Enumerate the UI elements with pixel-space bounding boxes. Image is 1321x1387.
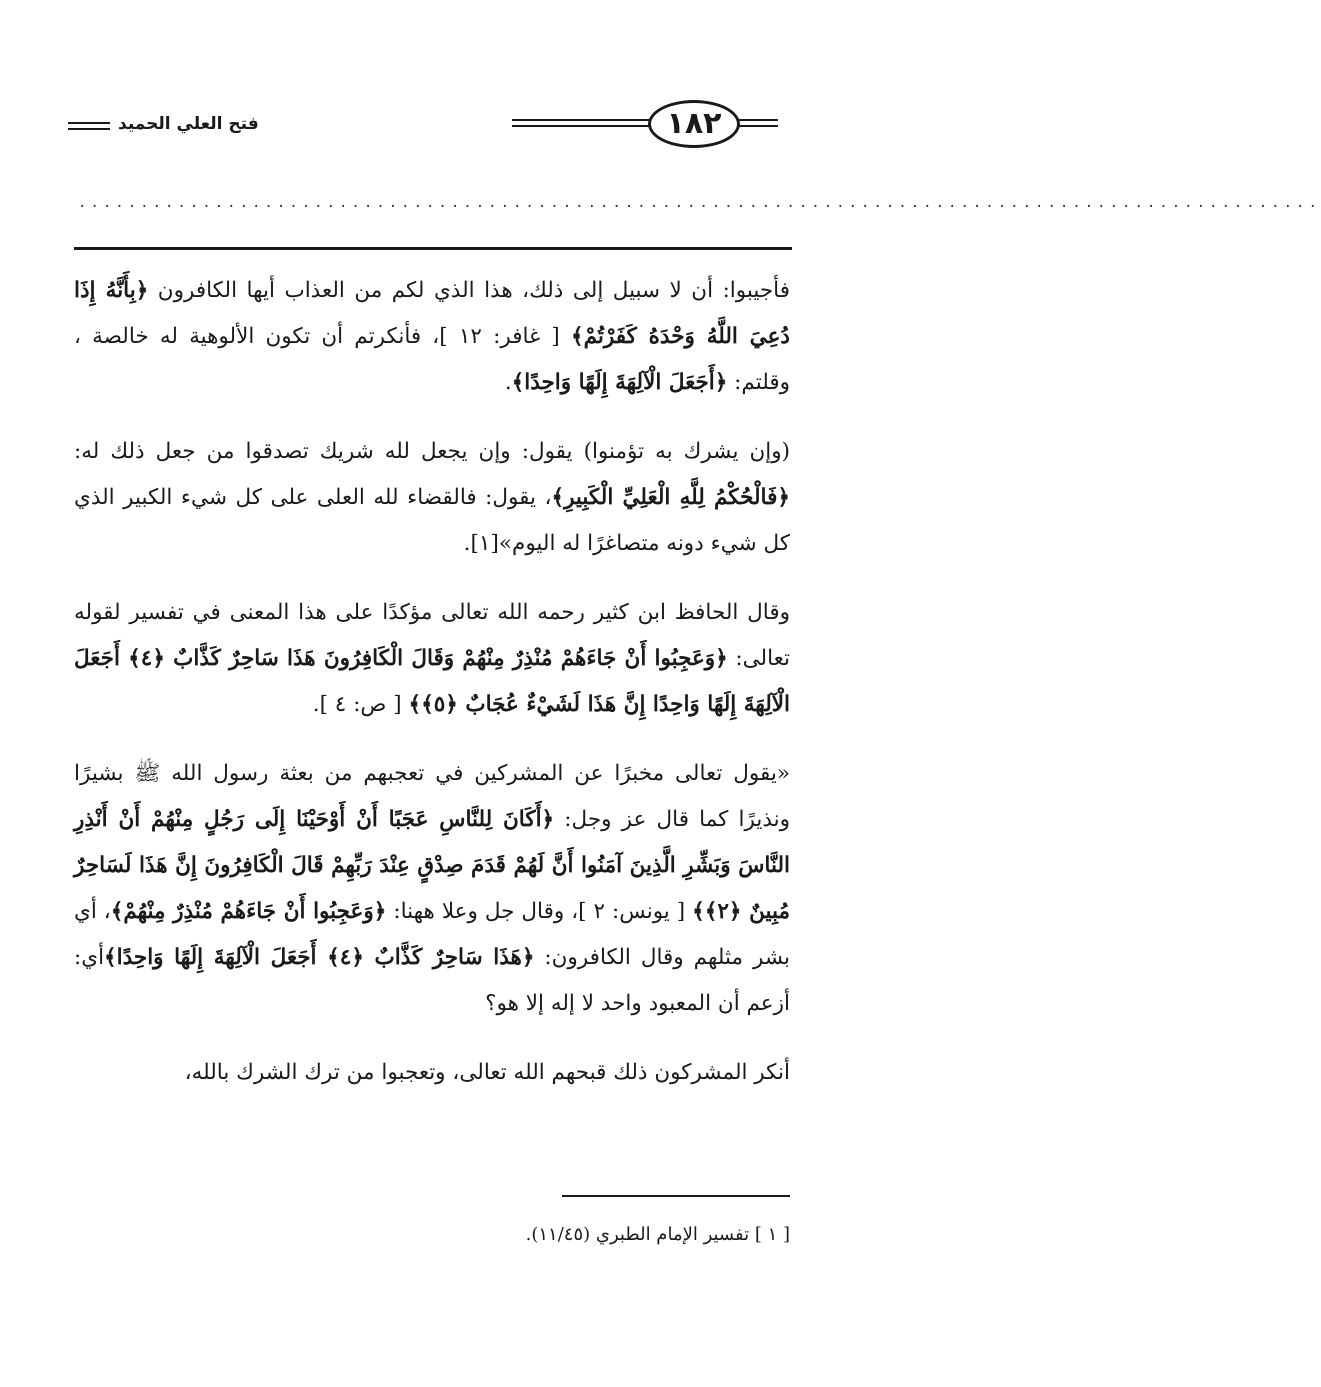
text: ، أي بشر مثلهم وقال الكافرون: (74, 899, 790, 970)
text: ، يقول: فالقضاء لله العلى على كل شيء الكبير الذي كل شيء دونه متصاغرًا له اليوم»[١]. (74, 485, 790, 556)
footnote-rule (562, 1195, 790, 1197)
quran-verse: ﴿فَالْحُكْمُ لِلَّهِ الْعَلِيِّ الْكَبِيرِ﴾ (551, 485, 790, 510)
text: «يقول تعالى مخبرًا عن المشركين في تعجبهم من بعثة رسول الله ﷺ بشيرًا ونذيرًا كما قال عز وجل: (74, 761, 790, 832)
text: . (504, 370, 512, 395)
text: (وإن يشرك به تؤمنوا) يقول: وإن يجعل لله شريك تصدقوا من جعل ذلك له: (74, 439, 790, 464)
title-ornament (68, 122, 110, 134)
paragraph-1 (74, 268, 790, 406)
text: [ غافر: ١٢ ]، فأنكرتم أن تكون الألوهية له خالصة ، وقلتم: (74, 324, 790, 395)
text: [ يونس: ٢ ]، وقال جل وعلا ههنا: (386, 899, 693, 924)
dotted-separator: .................................................................................................... (78, 195, 1321, 211)
text: أنكر المشركون ذلك قبحهم الله تعالى، وتعجبوا من ترك الشرك بالله، (184, 1060, 790, 1085)
quran-verse: ﴿أَكَانَ لِلنَّاسِ عَجَبًا أَنْ أَوْحَيْنَا إِلَى رَجُلٍ مِنْهُمْ أَنْ أَنْذِرِ النَّاسَ وَبَشِّرِ الَّذِينَ آمَنُوا أَنَّ لَهُمْ قَدَمَ صِدْقٍ عِنْدَ رَبِّهِمْ قَالَ الْكَافِرُونَ إِنَّ هَذَا لَسَاحِرٌ مُبِينٌ ﴿٢﴾﴾ (74, 807, 790, 924)
text: وقال الحافظ ابن كثير رحمه الله تعالى مؤكدًا على هذا المعنى في تفسير لقوله تعالى: (74, 600, 790, 671)
paragraph-4 (74, 751, 790, 1027)
quran-verse: ﴿وَعَجِبُوا أَنْ جَاءَهُمْ مُنْذِرٌ مِنْهُمْ وَقَالَ الْكَافِرُونَ هَذَا سَاحِرٌ كَذَّابٌ ﴿٤﴾ أَجَعَلَ الْآلِهَةَ إِلَهًا وَاحِدًا إِنَّ هَذَا لَشَيْءٌ عُجَابٌ ﴿٥﴾﴾ (74, 646, 790, 717)
quran-verse: ﴿أَجَعَلَ الْآلِهَةَ إِلَهًا وَاحِدًا﴾ (511, 370, 728, 395)
quran-verse: ﴿هَذَا سَاحِرٌ كَذَّابٌ ﴿٤﴾ أَجَعَلَ الْآلِهَةَ إِلَهًا وَاحِدًا﴾ (104, 945, 535, 970)
page-header (0, 92, 873, 162)
quran-verse: ﴿وَعَجِبُوا أَنْ جَاءَهُمْ مُنْذِرٌ مِنْهُمْ﴾ (110, 899, 387, 924)
top-rule (74, 247, 792, 250)
page-body (74, 268, 790, 1119)
paragraph-5 (74, 1050, 790, 1096)
text: [ ص: ٤ ]. (312, 692, 409, 717)
footnote: [ ١ ] تفسير الإمام الطبري (١١/٤٥). (525, 1224, 790, 1245)
book-title: فتح العلي الحميد (118, 114, 259, 134)
text: فأجيبوا: أن لا سبيل إلى ذلك، هذا الذي لكم من العذاب أيها الكافرون (148, 278, 790, 303)
paragraph-3 (74, 590, 790, 728)
quran-verse: ﴿بِأَنَّهُ إِذَا دُعِيَ اللَّهُ وَحْدَهُ كَفَرْتُمْ﴾ (74, 278, 791, 349)
paragraph-2 (74, 429, 790, 567)
text: أي: أزعم أن المعبود واحد لا إله إلا هو؟ (74, 945, 790, 1016)
page-number: ١٨٢ (648, 100, 740, 148)
